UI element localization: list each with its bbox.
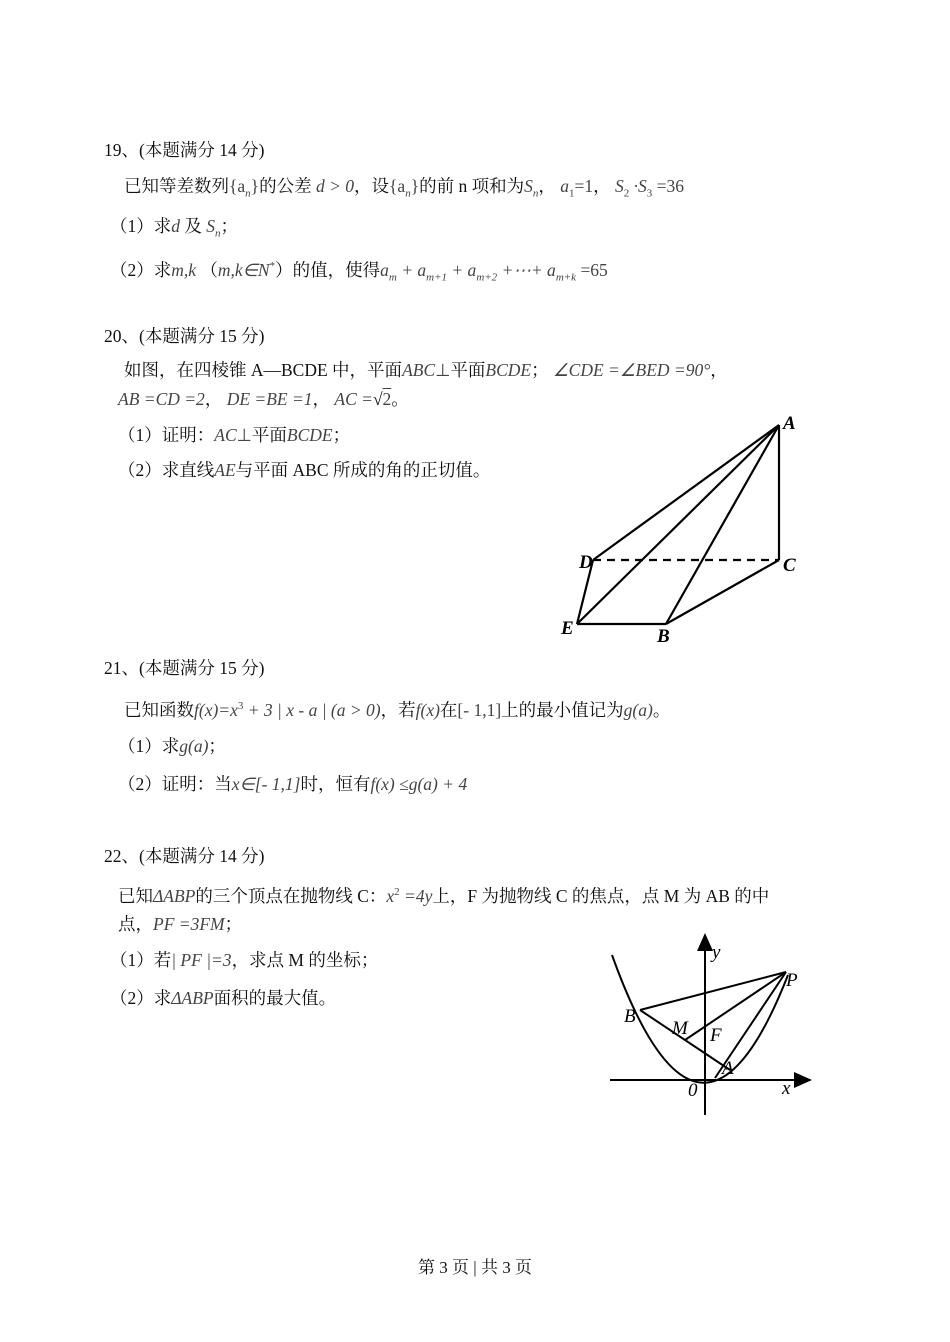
label-A: A [783, 413, 796, 434]
label-A2: A [722, 1058, 734, 1079]
q19-header: 19、(本题满分 14 分) [104, 140, 265, 160]
label-B2: B [624, 1006, 636, 1027]
page-footer: 第 3 页 | 共 3 页 [418, 1258, 532, 1277]
q22-line1: 已知ΔABP的三个顶点在抛物线 C：$x^2 =4y$上，F 为抛物线 C 的焦点，点 M 为 AB 的中 [118, 885, 770, 906]
label-x: x [782, 1078, 791, 1099]
q22-line2: 点，PF =3FM； [118, 914, 243, 934]
q19-part2: （2）求m,k （m,k∈N*）的值，使得$a_m + a_{m+1} + a_{m+2}$ +⋯+ $a_{m+k} =65$ [110, 259, 608, 284]
parabola-figure [600, 930, 825, 1120]
label-P: P [786, 970, 798, 991]
q21-header: 21、(本题满分 15 分) [104, 658, 265, 678]
q20-part1: （1）证明：AC⊥平面BCDE； [118, 425, 351, 445]
label-F: F [710, 1025, 722, 1046]
q21-part1: （1）求g(a)； [118, 736, 226, 756]
q21-intro: 已知函数$f(x)=x^3 + 3$ | x - a | (a > 0)，若f(x)在[- 1,1]上的最小值记为g(a)。 [124, 699, 671, 720]
q20-header: 20、(本题满分 15 分) [104, 326, 265, 346]
q19-intro: 已知等差数列$\{a_n\}$的公差 d > 0，设$\{a_n\}$的前 n 项和为$S_n$， $a_1=1$， $S_2 \cdot S_3 =36$ [124, 176, 684, 200]
q20-line1: 如图，在四棱锥 A—BCDE 中，平面ABC⊥平面BCDE； ∠CDE =∠BED =90°， [124, 360, 728, 380]
label-y: y [712, 942, 721, 963]
q21-part2: （2）证明：当x∈[- 1,1]时，恒有f(x) ≤g(a) + 4 [118, 774, 468, 794]
q20-part2: （2）求直线AE与平面 ABC 所成的角的正切值。 [118, 460, 491, 480]
q22-header: 22、(本题满分 14 分) [104, 846, 265, 866]
q19-part1: （1）求d 及 $S_n$； [110, 216, 238, 240]
pyramid-figure [555, 410, 815, 650]
label-O: 0 [688, 1080, 698, 1101]
label-C: C [783, 555, 796, 576]
label-M: M [672, 1018, 688, 1039]
q22-part1: （1）若| PF |=3，求点 M 的坐标； [110, 950, 379, 970]
label-E: E [561, 618, 574, 639]
label-D: D [579, 552, 593, 573]
q20-line2: AB =CD =2， DE =BE =1， AC =√2。 [118, 389, 409, 409]
label-B: B [657, 626, 670, 647]
q22-part2: （2）求ΔABP面积的最大值。 [110, 988, 337, 1008]
